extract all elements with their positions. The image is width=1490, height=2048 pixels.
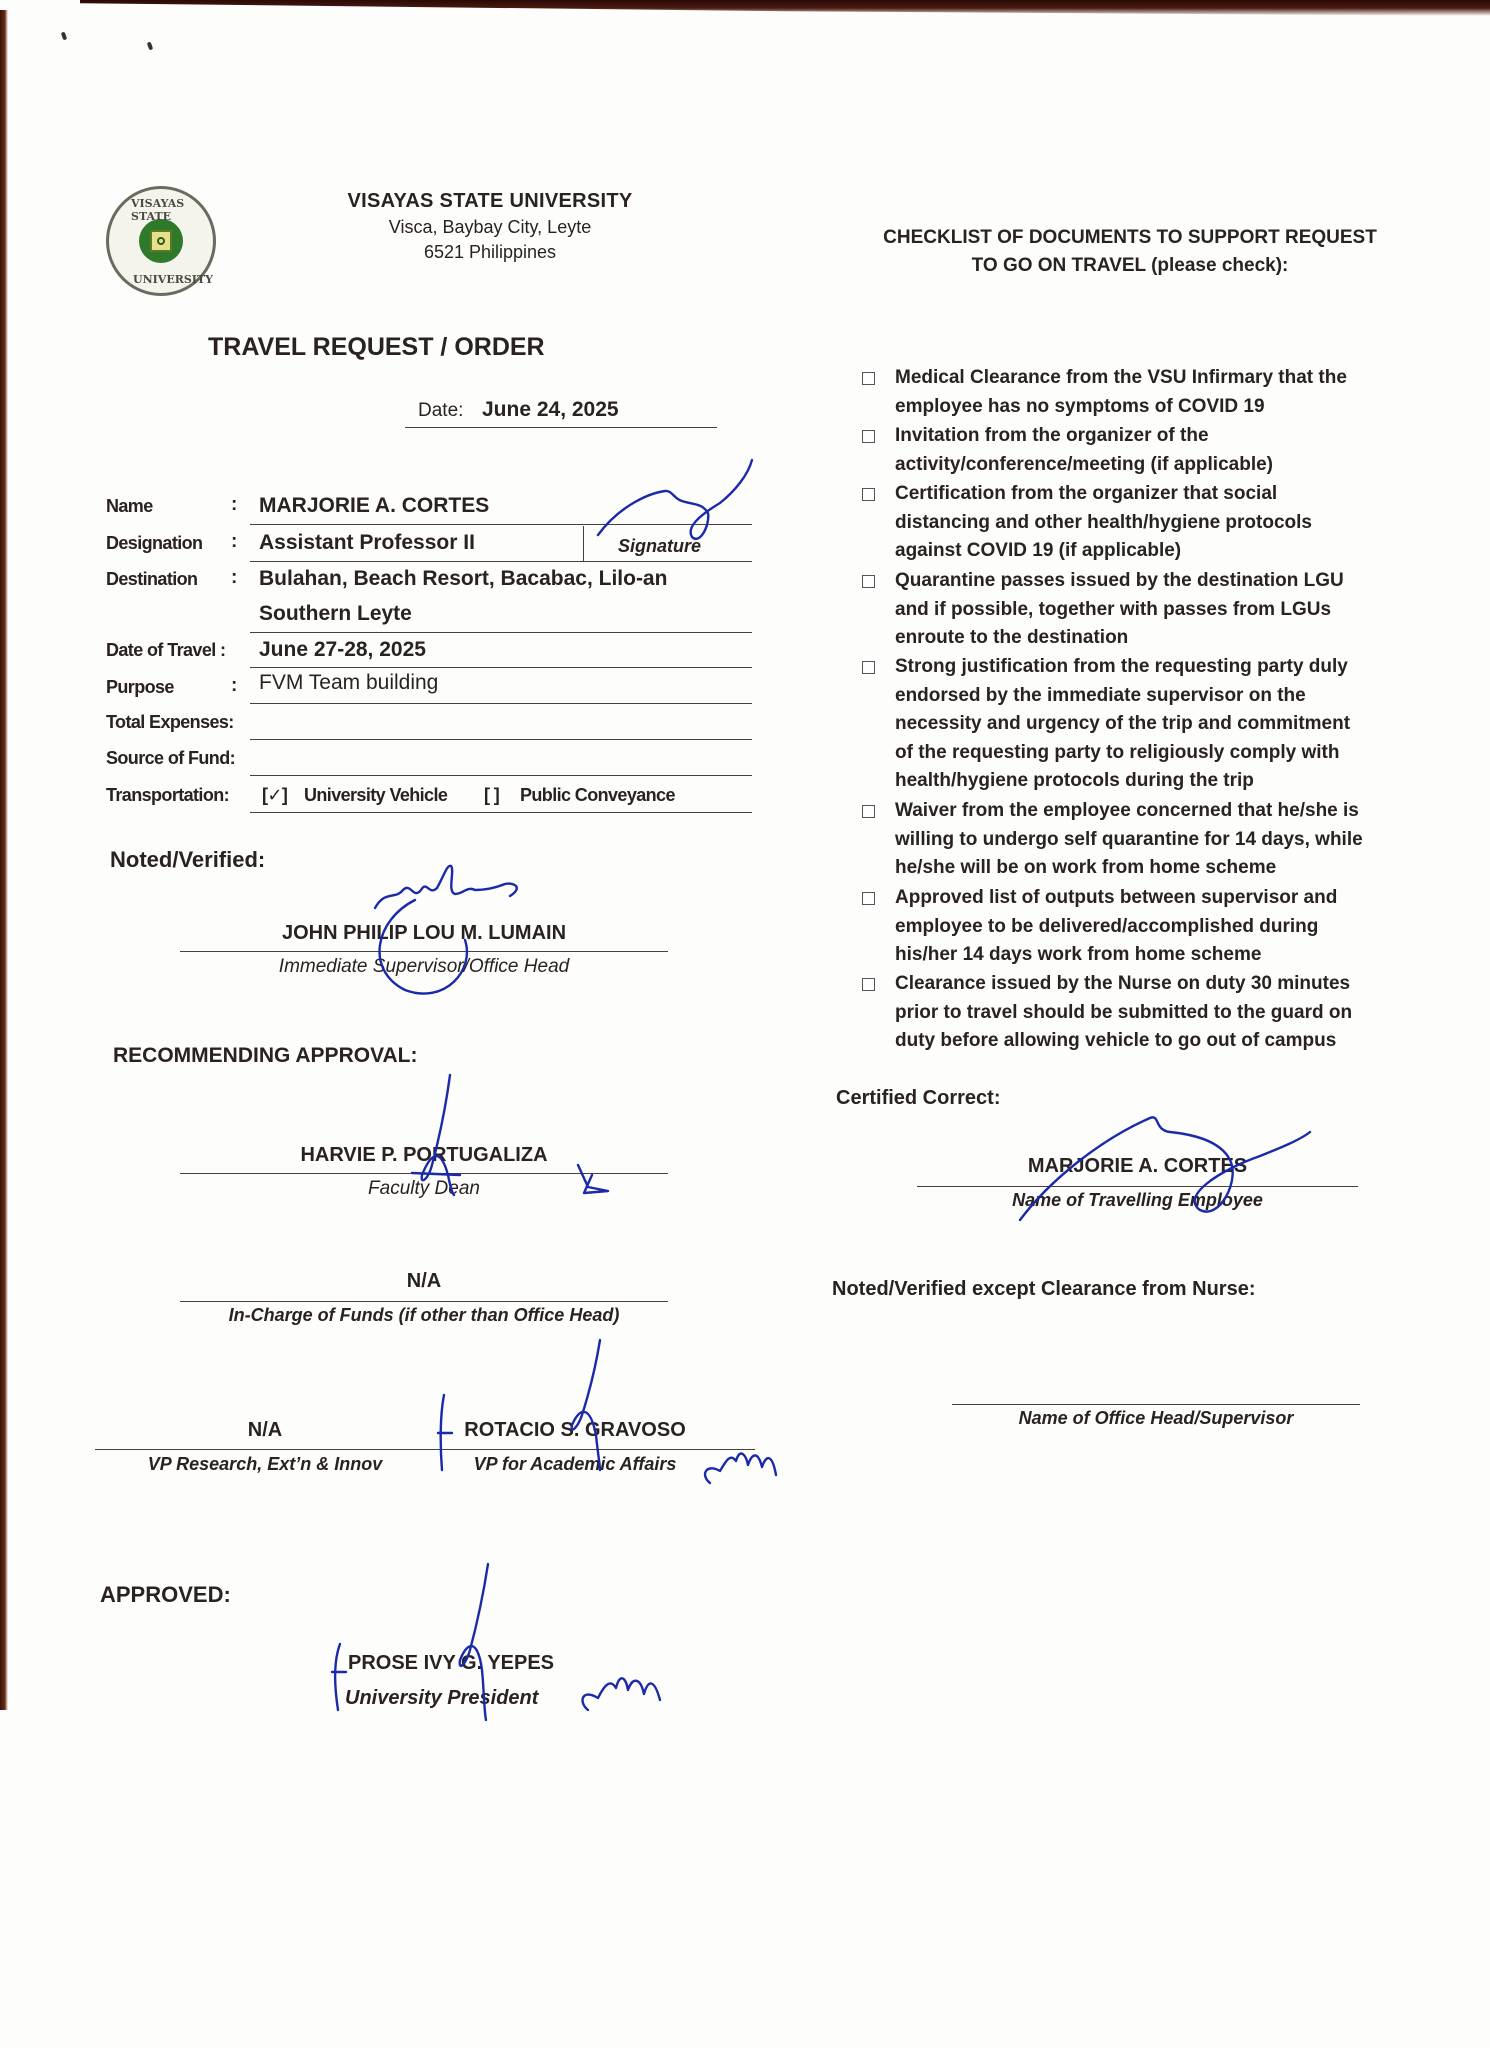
funds-role: In-Charge of Funds (if other than Office Head) [228,1305,620,1325]
total-expenses-label: Total Expenses: [106,712,234,732]
checklist-item-8 [895,970,1352,1056]
requestor-signature-icon [590,455,760,555]
designation-underline [250,561,752,562]
checklist-item-text: health/hygiene protocols during the trip [895,770,1254,792]
destination-underline [250,632,752,633]
purpose-label: Purpose [106,677,174,697]
checklist-item-3 [895,480,1312,566]
checklist-item-text: endorsed by the immediate supervisor on the [895,684,1306,706]
dean-name: HARVIE P. PORTUGALIZA [300,1144,548,1166]
checklist-item-text: distancing and other health/hygiene protocols [895,511,1312,533]
name-value: MARJORIE A. CORTES [259,494,490,517]
vp-research-role: VP Research, Ext’n & Innov [147,1454,383,1474]
checklist-item-text: Waiver from the employee concerned that he/she is [895,800,1359,821]
date-value: June 24, 2025 [482,398,619,421]
checklist-item-text: Certification from the organizer that social [895,483,1278,504]
designation-value: Assistant Professor II [259,531,475,554]
vp-research-name: N/A [247,1419,283,1441]
checklist-item-text: enroute to the destination [895,627,1129,649]
president-name: PROSE IVY G. YEPES [348,1652,555,1674]
noted-except-nurse-heading: Noted/Verified except Clearance from Nurse: [832,1278,1256,1300]
name-colon: : [231,494,238,515]
checklist-checkbox-2[interactable] [862,430,875,443]
transportation-label: Transportation: [106,785,230,805]
designation-colon: : [231,531,238,552]
approved-heading: APPROVED: [100,1582,231,1607]
date-of-travel-underline [250,667,752,668]
date-of-travel-value: June 27-28, 2025 [259,638,426,661]
checklist-item-2 [895,422,1273,479]
travelling-employee-name: MARJORIE A. CORTES [1027,1155,1248,1177]
checklist-heading-line1: CHECKLIST OF DOCUMENTS TO SUPPORT REQUEST [883,227,1377,248]
checklist-item-text: duty before allowing vehicle to go out of campus [895,1030,1337,1052]
checklist-item-7 [895,884,1337,970]
checklist-item-6 [895,797,1363,883]
checklist-item-4 [895,567,1344,653]
date-of-travel-label: Date of Travel : [106,640,226,660]
supervisor-role: Immediate Supervisor/Office Head [278,956,570,977]
university-address-2: 6521 Philippines [423,242,557,262]
employee-signature-icon [1020,1100,1320,1240]
university-header [300,190,680,263]
checklist-checkbox-5[interactable] [862,661,875,674]
transportation-underline [250,812,752,813]
president-signature-icon [320,1560,690,1730]
designation-label: Designation [106,533,203,553]
certified-correct-heading: Certified Correct: [836,1087,1001,1109]
office-head-role: Name of Office Head/Supervisor [1018,1408,1294,1428]
office-head-signature-line [952,1404,1360,1405]
checklist-item-5 [895,653,1350,796]
supervisor-name: JOHN PHILIP LOU M. LUMAIN [281,922,567,944]
scan-edge-top [80,0,1490,16]
checklist-item-text: he/she will be on work from home scheme [895,857,1277,879]
checklist-item-text: Invitation from the organizer of the [895,425,1209,446]
checklist-item-1 [895,364,1347,421]
checklist-item-text: necessity and urgency of the trip and commitment [895,713,1351,735]
checklist-item-text: Approved list of outputs between supervisor and [895,887,1338,908]
public-conveyance-checkbox[interactable]: [ ] [484,785,500,805]
scan-speck [61,32,67,41]
noted-verified-heading: Noted/Verified: [110,847,266,872]
form-title: TRAVEL REQUEST / ORDER [208,333,545,361]
checklist-checkbox-1[interactable] [862,372,875,385]
destination-label: Destination [106,569,198,589]
seal-text-bottom: UNIVERSITY [133,273,213,286]
checklist-heading-line2: TO GO ON TRAVEL (please check): [971,255,1289,276]
checklist-checkbox-3[interactable] [862,488,875,501]
dean-role: Faculty Dean [368,1178,480,1199]
seal-text-top: VISAYAS STATE [131,197,185,223]
university-name: VISAYAS STATE UNIVERSITY [347,190,633,212]
destination-value: Bulahan, Beach Resort, Bacabac, Lilo-an [259,567,668,590]
university-vehicle-label: University Vehicle [304,785,448,805]
funds-signature-line [180,1301,668,1302]
seal-center-icon [157,237,165,245]
date-underline [405,427,717,428]
dean-signature-icon [400,1065,620,1205]
supervisor-signature-icon [355,860,565,1000]
checklist-item-text: Medical Clearance from the VSU Infirmary that the [895,367,1347,388]
checklist-item-text: against COVID 19 (if applicable) [895,540,1182,562]
total-expenses-underline [250,739,752,740]
name-label: Name [106,496,153,516]
checklist-item-text: prior to travel should be submitted to the guard on [895,1001,1353,1023]
checklist-heading [860,224,1400,280]
funds-name: N/A [406,1270,442,1292]
travelling-employee-role: Name of Travelling Employee [1012,1190,1263,1210]
purpose-colon: : [231,675,238,696]
checklist-item-text: employee to be delivered/accomplished during [895,915,1319,937]
checklist-item-text: of the requesting party to religiously comply with [895,741,1340,763]
public-conveyance-label: Public Conveyance [520,785,675,805]
signature-divider [583,526,584,562]
checklist-checkbox-8[interactable] [862,978,875,991]
checklist-item-text: and if possible, together with passes from LGUs [895,598,1332,620]
vp-academic-role: VP for Academic Affairs [473,1454,677,1474]
destination-colon: : [231,567,238,588]
destination-value-line2: Southern Leyte [259,602,412,625]
president-role: University President [345,1687,539,1709]
scan-edge-left [0,10,8,1710]
purpose-value: FVM Team building [259,671,439,694]
checklist-item-text: activity/conference/meeting (if applicable) [895,453,1273,475]
checklist-item-text: Strong justification from the requesting party duly [895,656,1348,677]
scan-speck [147,42,153,51]
purpose-underline [250,703,752,704]
checklist-checkbox-6[interactable] [862,805,875,818]
checklist-item-text: employee has no symptoms of COVID 19 [895,395,1265,417]
signature-label: Signature [618,536,702,556]
checklist-checkbox-4[interactable] [862,575,875,588]
checklist-item-text: willing to undergo self quarantine for 14 days, while [895,828,1363,850]
checklist-item-text: Quarantine passes issued by the destination LGU [895,570,1344,591]
university-address-1: Visca, Baybay City, Leyte [388,217,592,237]
university-seal-logo [106,186,216,296]
date-label: Date: [418,400,464,421]
vp-academic-name: ROTACIO S. GRAVOSO [464,1419,686,1441]
recommending-approval-heading: RECOMMENDING APPROVAL: [113,1044,418,1067]
source-of-fund-underline [250,775,752,776]
checklist-checkbox-7[interactable] [862,892,875,905]
checklist-item-text: Clearance issued by the Nurse on duty 30 minutes [895,973,1351,994]
source-of-fund-label: Source of Fund: [106,748,235,768]
vp-academic-signature-icon [430,1335,800,1495]
checklist-item-text: his/her 14 days work from home scheme [895,944,1262,966]
university-vehicle-checkbox[interactable]: [✓] [262,785,288,805]
